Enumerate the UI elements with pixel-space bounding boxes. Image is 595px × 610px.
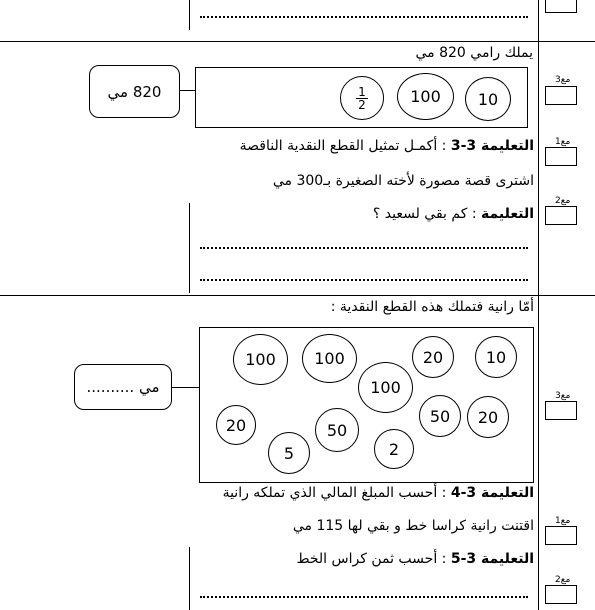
instruction-text: : أحسب المبلغ المالي الذي تملكه رانية (222, 485, 451, 501)
rania-intro-text: أمّا رانية فتملك هذه القطع النقدية : (330, 299, 534, 315)
score-label: مع2 (555, 196, 571, 206)
answer-dotted-line (200, 279, 528, 281)
coin-50: 50 (419, 395, 461, 437)
score-box[interactable] (545, 0, 577, 13)
score-label: مع3 (555, 75, 571, 85)
answer-box-value: 820 مي (107, 82, 162, 101)
instruction-3-5 (297, 550, 534, 568)
answer-margin-line (189, 203, 190, 293)
answer-box-rami[interactable] (89, 65, 180, 118)
fraction-denominator: 2 (358, 97, 366, 112)
coin-10: 10 (475, 336, 517, 378)
answer-dotted-line (200, 247, 528, 249)
coin-2: 2 (374, 429, 414, 469)
answer-margin-line (189, 547, 190, 610)
fraction-numerator: 1 (358, 84, 366, 99)
instruction-label: التعليمة (481, 206, 534, 222)
purchase-text: اشترى قصة مصورة لأخته الصغيرة بـ300 مي (272, 173, 534, 189)
instruction-text: : أحسب ثمن كراس الخط (296, 551, 451, 567)
connector-line (180, 90, 195, 91)
margin-divider (538, 0, 539, 610)
coin-100: 100 (358, 362, 413, 413)
coin-100: 100 (302, 334, 357, 383)
section-divider-top (0, 41, 595, 42)
coin-10: 10 (465, 77, 511, 121)
instruction-label: التعليمة 3-4 (450, 485, 534, 501)
instruction-label: التعليمة 3-5 (450, 551, 534, 567)
section-divider-middle (0, 295, 595, 296)
score-box[interactable] (545, 526, 577, 545)
answer-dotted-line (200, 596, 528, 598)
coin-50: 50 (315, 408, 359, 452)
score-label: مع1 (555, 516, 571, 526)
coin-20: 20 (216, 405, 256, 445)
answer-box-rania[interactable] (74, 364, 172, 410)
score-box[interactable] (545, 147, 577, 166)
purchase-text: اقتنت رانية كراسا خط و بقي لها 115 مي (292, 518, 534, 534)
score-box[interactable] (545, 86, 577, 105)
instruction-text: : كم بقي لسعيد ؟ (372, 206, 482, 222)
coin-20: 20 (467, 396, 509, 438)
instruction-3-3 (240, 137, 534, 155)
score-label: مع2 (555, 575, 571, 585)
score-box[interactable] (545, 401, 577, 420)
coin-5: 5 (268, 432, 310, 474)
score-label: مع1 (555, 137, 571, 147)
coin-20: 20 (412, 336, 454, 378)
instruction-label: التعليمة 3-3 (450, 138, 534, 154)
answer-margin-line (189, 0, 190, 30)
answer-dotted-line (200, 16, 528, 18)
instruction-text: : أكمـل تمثيل القطع النقدية الناقصة (239, 138, 451, 154)
instruction-3-4 (223, 484, 534, 502)
coin-100: 100 (397, 73, 454, 120)
score-box[interactable] (545, 206, 577, 225)
connector-line (172, 387, 199, 388)
rami-owns-text: يملك رامي 820 مي (415, 45, 533, 61)
answer-box-value: مي .......... (86, 378, 160, 396)
coin-half (340, 76, 384, 120)
instruction-question (373, 205, 534, 223)
score-box[interactable] (545, 585, 577, 604)
coin-100: 100 (233, 334, 288, 385)
score-label: مع3 (555, 391, 571, 401)
